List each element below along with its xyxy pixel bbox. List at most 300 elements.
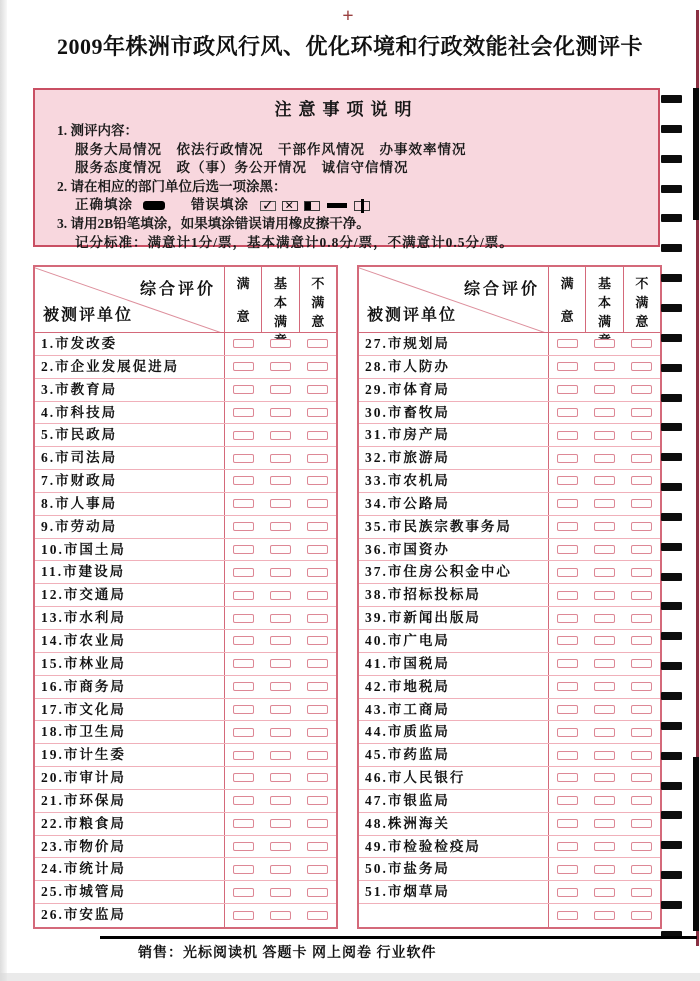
answer-bubble-satisfied[interactable] (557, 636, 578, 645)
timing-mark (661, 125, 682, 133)
unit-label: 14.市农业局 (35, 630, 225, 652)
answer-bubble-basically-satisfied[interactable] (594, 522, 615, 531)
unit-label: 38.市招标投标局 (359, 584, 549, 606)
header-col-unsatisfied (624, 267, 660, 332)
answer-bubble-unsatisfied[interactable] (631, 568, 652, 577)
bubble-cell (586, 447, 623, 469)
table-row (35, 881, 336, 904)
answer-bubble-satisfied[interactable] (557, 728, 578, 737)
answer-bubble-satisfied[interactable] (233, 476, 254, 485)
answer-bubble-satisfied[interactable] (233, 522, 254, 531)
bubble-cell (225, 333, 262, 355)
table-row (359, 356, 660, 379)
answer-bubble-basically-satisfied[interactable] (594, 362, 615, 371)
answer-bubble-basically-satisfied[interactable] (270, 819, 291, 828)
notice-item1-line2: 服务态度情况 政（事）务公开情况 诚信守信情况 (75, 160, 409, 175)
answer-bubble-unsatisfied[interactable] (307, 339, 328, 348)
bubble-cell (225, 904, 262, 927)
answer-bubble-satisfied[interactable] (233, 636, 254, 645)
answer-bubble-basically-satisfied[interactable] (270, 728, 291, 737)
answer-bubble-unsatisfied[interactable] (307, 796, 328, 805)
header-col-char: 基 (597, 276, 611, 291)
answer-bubble-basically-satisfied[interactable] (270, 888, 291, 897)
answer-bubble-unsatisfied[interactable] (631, 865, 652, 874)
answer-bubble-basically-satisfied[interactable] (270, 568, 291, 577)
answer-bubble-satisfied[interactable] (557, 842, 578, 851)
unit-label: 21.市环保局 (35, 790, 225, 812)
answer-bubble-basically-satisfied[interactable] (594, 796, 615, 805)
answer-bubble-unsatisfied[interactable] (307, 911, 328, 920)
answer-bubble-satisfied[interactable] (557, 545, 578, 554)
timing-mark (661, 513, 682, 521)
answer-bubble-basically-satisfied[interactable] (594, 659, 615, 668)
bubble-cell (225, 607, 262, 629)
bubble-cell (225, 744, 262, 766)
notice-title: 注意事项说明 (274, 100, 419, 119)
bubble-cell (549, 790, 586, 812)
answer-bubble-basically-satisfied[interactable] (594, 682, 615, 691)
table-header (359, 267, 660, 333)
answer-bubble-satisfied[interactable] (233, 568, 254, 577)
answer-bubble-satisfied[interactable] (557, 705, 578, 714)
unit-label: 37.市住房公积金中心 (359, 561, 549, 583)
answer-bubble-satisfied[interactable] (233, 911, 254, 920)
unit-label: 8.市人事局 (35, 493, 225, 515)
answer-bubble-basically-satisfied[interactable] (270, 911, 291, 920)
bubble-cell (299, 836, 336, 858)
bubble-cell (623, 561, 660, 583)
table-row (35, 767, 336, 790)
timing-mark (661, 394, 682, 402)
bubble-cell (549, 493, 586, 515)
answer-bubble-basically-satisfied[interactable] (594, 339, 615, 348)
answer-bubble-unsatisfied[interactable] (307, 614, 328, 623)
table-row (35, 721, 336, 744)
header-col-char: 满 (635, 295, 649, 310)
answer-bubble-basically-satisfied[interactable] (594, 545, 615, 554)
bubble-cell (225, 402, 262, 424)
answer-bubble-satisfied[interactable] (557, 888, 578, 897)
bubble-cell (586, 676, 623, 698)
table-row (35, 402, 336, 425)
answer-bubble-satisfied[interactable] (557, 659, 578, 668)
answer-bubble-basically-satisfied[interactable] (594, 568, 615, 577)
answer-bubble-satisfied[interactable] (557, 751, 578, 760)
header-col-satisfied (225, 267, 262, 332)
answer-bubble-basically-satisfied[interactable] (594, 751, 615, 760)
table-row (359, 539, 660, 562)
answer-bubble-unsatisfied[interactable] (307, 408, 328, 417)
answer-bubble-basically-satisfied[interactable] (270, 545, 291, 554)
header-col-char: 满 (597, 314, 611, 329)
answer-bubble-unsatisfied[interactable] (631, 819, 652, 828)
answer-bubble-basically-satisfied[interactable] (270, 659, 291, 668)
bubble-cell (623, 858, 660, 880)
answer-bubble-unsatisfied[interactable] (631, 362, 652, 371)
timing-mark (661, 185, 682, 193)
answer-bubble-unsatisfied[interactable] (307, 888, 328, 897)
table-row (359, 424, 660, 447)
answer-bubble-satisfied[interactable] (233, 385, 254, 394)
bubble-cell (299, 653, 336, 675)
timing-mark (661, 95, 682, 103)
bubble-cell (586, 836, 623, 858)
answer-bubble-satisfied[interactable] (233, 819, 254, 828)
unit-label: 11.市建设局 (35, 561, 225, 583)
header-col-char: 满 (273, 314, 287, 329)
answer-bubble-satisfied[interactable] (233, 888, 254, 897)
unit-label (359, 904, 549, 927)
answer-bubble-basically-satisfied[interactable] (270, 773, 291, 782)
answer-bubble-unsatisfied[interactable] (631, 842, 652, 851)
answer-bubble-unsatisfied[interactable] (631, 408, 652, 417)
bubble-cell (225, 424, 262, 446)
answer-bubble-satisfied[interactable] (233, 408, 254, 417)
answer-bubble-unsatisfied[interactable] (307, 705, 328, 714)
bubble-cell (586, 790, 623, 812)
bubble-cell (549, 699, 586, 721)
unit-label: 4.市科技局 (35, 402, 225, 424)
answer-bubble-unsatisfied[interactable] (307, 591, 328, 600)
table-row (35, 561, 336, 584)
table-row (359, 333, 660, 356)
answer-bubble-unsatisfied[interactable] (631, 705, 652, 714)
bubble-cell (549, 470, 586, 492)
answer-bubble-satisfied[interactable] (557, 591, 578, 600)
answer-bubble-basically-satisfied[interactable] (594, 819, 615, 828)
bubble-cell (262, 744, 299, 766)
answer-bubble-satisfied[interactable] (557, 865, 578, 874)
answer-bubble-unsatisfied[interactable] (307, 568, 328, 577)
answer-bubble-unsatisfied[interactable] (631, 751, 652, 760)
answer-bubble-satisfied[interactable] (557, 431, 578, 440)
answer-bubble-satisfied[interactable] (233, 545, 254, 554)
bubble-cell (586, 584, 623, 606)
answer-bubble-basically-satisfied[interactable] (270, 842, 291, 851)
table-row (35, 836, 336, 859)
table-row (359, 516, 660, 539)
answer-bubble-basically-satisfied[interactable] (594, 454, 615, 463)
answer-bubble-satisfied[interactable] (557, 773, 578, 782)
bubble-cell (623, 493, 660, 515)
wrong-fill-example-marks (257, 201, 373, 211)
header-col-basically-satisfied (586, 267, 623, 332)
bubble-cell (586, 493, 623, 515)
answer-bubble-unsatisfied[interactable] (631, 385, 652, 394)
bubble-cell (586, 630, 623, 652)
bubble-cell (299, 539, 336, 561)
answer-bubble-satisfied[interactable] (557, 454, 578, 463)
bubble-cell (225, 836, 262, 858)
answer-bubble-unsatisfied[interactable] (307, 728, 328, 737)
bubble-cell (299, 767, 336, 789)
bubble-cell (262, 813, 299, 835)
answer-bubble-satisfied[interactable] (233, 339, 254, 348)
answer-bubble-unsatisfied[interactable] (307, 499, 328, 508)
bubble-cell (549, 379, 586, 401)
bubble-cell (262, 379, 299, 401)
bubble-cell (225, 539, 262, 561)
timing-mark (661, 871, 682, 879)
answer-bubble-satisfied[interactable] (233, 659, 254, 668)
answer-bubble-unsatisfied[interactable] (631, 728, 652, 737)
timing-mark (661, 244, 682, 252)
bubble-cell (299, 699, 336, 721)
answer-bubble-basically-satisfied[interactable] (270, 705, 291, 714)
table-row (359, 561, 660, 584)
answer-bubble-unsatisfied[interactable] (631, 911, 652, 920)
answer-bubble-satisfied[interactable] (233, 751, 254, 760)
answer-bubble-unsatisfied[interactable] (631, 454, 652, 463)
correct-fill-label: 正确填涂 (75, 197, 133, 213)
bubble-cell (299, 813, 336, 835)
bubble-cell (262, 699, 299, 721)
answer-bubble-basically-satisfied[interactable] (594, 865, 615, 874)
answer-bubble-unsatisfied[interactable] (631, 431, 652, 440)
answer-bubble-basically-satisfied[interactable] (594, 499, 615, 508)
bubble-cell (586, 721, 623, 743)
answer-bubble-basically-satisfied[interactable] (594, 728, 615, 737)
answer-bubble-unsatisfied[interactable] (631, 591, 652, 600)
wrong-fill-mark-cross (282, 201, 298, 211)
answer-bubble-satisfied[interactable] (233, 865, 254, 874)
bubble-cell (262, 356, 299, 378)
answer-bubble-basically-satisfied[interactable] (270, 614, 291, 623)
answer-bubble-unsatisfied[interactable] (631, 499, 652, 508)
unit-label: 13.市水利局 (35, 607, 225, 629)
header-col-char: 本 (273, 295, 287, 310)
answer-bubble-basically-satisfied[interactable] (270, 408, 291, 417)
timing-mark (661, 602, 682, 610)
unit-label: 19.市计生委 (35, 744, 225, 766)
answer-bubble-basically-satisfied[interactable] (270, 865, 291, 874)
header-col-char: 意 (236, 309, 250, 324)
bubble-cell (586, 402, 623, 424)
bubble-cell (299, 904, 336, 927)
bubble-cell (262, 790, 299, 812)
bubble-cell (262, 539, 299, 561)
answer-bubble-satisfied[interactable] (233, 705, 254, 714)
answer-bubble-satisfied[interactable] (557, 796, 578, 805)
answer-bubble-basically-satisfied[interactable] (270, 751, 291, 760)
bubble-cell (225, 881, 262, 903)
bubble-cell (549, 516, 586, 538)
answer-bubble-basically-satisfied[interactable] (594, 476, 615, 485)
answer-bubble-satisfied[interactable] (233, 499, 254, 508)
answer-bubble-satisfied[interactable] (557, 614, 578, 623)
unit-label: 1.市发改委 (35, 333, 225, 355)
answer-bubble-unsatisfied[interactable] (307, 773, 328, 782)
answer-bubble-basically-satisfied[interactable] (594, 614, 615, 623)
answer-bubble-basically-satisfied[interactable] (270, 591, 291, 600)
answer-bubble-satisfied[interactable] (233, 842, 254, 851)
answer-bubble-satisfied[interactable] (557, 568, 578, 577)
answer-bubble-satisfied[interactable] (233, 591, 254, 600)
bubble-cell (262, 493, 299, 515)
answer-bubble-unsatisfied[interactable] (631, 339, 652, 348)
bubble-cell (623, 904, 660, 927)
unit-label: 24.市统计局 (35, 858, 225, 880)
answer-bubble-unsatisfied[interactable] (631, 773, 652, 782)
timing-mark (661, 304, 682, 312)
answer-bubble-unsatisfied[interactable] (307, 636, 328, 645)
answer-bubble-satisfied[interactable] (233, 682, 254, 691)
bubble-cell (586, 813, 623, 835)
answer-bubble-basically-satisfied[interactable] (270, 682, 291, 691)
right-edge-black-bar-bottom (693, 757, 699, 931)
rating-table-right (357, 265, 662, 929)
answer-bubble-basically-satisfied[interactable] (270, 431, 291, 440)
bubble-cell (299, 493, 336, 515)
bubble-cell (549, 744, 586, 766)
answer-bubble-basically-satisfied[interactable] (270, 339, 291, 348)
timing-mark (661, 483, 682, 491)
timing-mark (661, 841, 682, 849)
bubble-cell (225, 653, 262, 675)
answer-bubble-basically-satisfied[interactable] (270, 522, 291, 531)
bubble-cell (299, 881, 336, 903)
bubble-cell (549, 653, 586, 675)
answer-bubble-satisfied[interactable] (557, 362, 578, 371)
unit-label: 45.市药监局 (359, 744, 549, 766)
answer-bubble-unsatisfied[interactable] (307, 842, 328, 851)
answer-bubble-satisfied[interactable] (557, 385, 578, 394)
bubble-cell (299, 584, 336, 606)
answer-bubble-basically-satisfied[interactable] (594, 888, 615, 897)
answer-bubble-basically-satisfied[interactable] (594, 408, 615, 417)
header-col-char: 不 (635, 276, 649, 291)
answer-bubble-satisfied[interactable] (557, 339, 578, 348)
answer-bubble-satisfied[interactable] (557, 522, 578, 531)
answer-bubble-unsatisfied[interactable] (307, 545, 328, 554)
answer-bubble-basically-satisfied[interactable] (594, 385, 615, 394)
answer-bubble-basically-satisfied[interactable] (270, 636, 291, 645)
header-corner-cell (35, 267, 225, 332)
answer-bubble-unsatisfied[interactable] (631, 682, 652, 691)
table-row (35, 790, 336, 813)
answer-bubble-basically-satisfied[interactable] (270, 499, 291, 508)
table-row (35, 813, 336, 836)
answer-bubble-satisfied[interactable] (557, 682, 578, 691)
answer-bubble-unsatisfied[interactable] (307, 659, 328, 668)
answer-bubble-unsatisfied[interactable] (307, 682, 328, 691)
page-title: 2009年株洲市政风行风、优化环境和行政效能社会化测评卡 (56, 34, 643, 59)
bubble-cell (299, 790, 336, 812)
table-row (359, 904, 660, 927)
bubble-cell (299, 356, 336, 378)
answer-bubble-satisfied[interactable] (233, 431, 254, 440)
bubble-cell (299, 721, 336, 743)
answer-bubble-satisfied[interactable] (233, 796, 254, 805)
answer-bubble-unsatisfied[interactable] (307, 865, 328, 874)
answer-bubble-unsatisfied[interactable] (307, 522, 328, 531)
table-row (359, 653, 660, 676)
answer-bubble-unsatisfied[interactable] (307, 454, 328, 463)
bubble-cell (299, 607, 336, 629)
answer-bubble-unsatisfied[interactable] (307, 362, 328, 371)
answer-bubble-basically-satisfied[interactable] (594, 842, 615, 851)
answer-bubble-satisfied[interactable] (557, 476, 578, 485)
right-edge-black-bar-top (693, 88, 699, 220)
table-row (359, 584, 660, 607)
answer-bubble-unsatisfied[interactable] (631, 659, 652, 668)
bubble-cell (586, 699, 623, 721)
answer-bubble-satisfied[interactable] (233, 773, 254, 782)
bubble-cell (549, 881, 586, 903)
answer-bubble-satisfied[interactable] (557, 499, 578, 508)
table-row (359, 470, 660, 493)
bubble-cell (225, 493, 262, 515)
answer-bubble-basically-satisfied[interactable] (594, 431, 615, 440)
answer-bubble-basically-satisfied[interactable] (270, 385, 291, 394)
answer-bubble-unsatisfied[interactable] (307, 385, 328, 394)
table-row (35, 356, 336, 379)
bubble-cell (549, 356, 586, 378)
notice-item1-label: 1. 测评内容： (57, 123, 138, 138)
answer-bubble-unsatisfied[interactable] (631, 888, 652, 897)
bubble-cell (299, 561, 336, 583)
unit-label: 22.市粮食局 (35, 813, 225, 835)
answer-bubble-basically-satisfied[interactable] (270, 454, 291, 463)
bubble-cell (623, 447, 660, 469)
bubble-cell (623, 584, 660, 606)
answer-bubble-basically-satisfied[interactable] (594, 636, 615, 645)
bubble-cell (586, 379, 623, 401)
table-row (359, 402, 660, 425)
answer-bubble-unsatisfied[interactable] (631, 522, 652, 531)
answer-bubble-basically-satisfied[interactable] (270, 362, 291, 371)
answer-bubble-basically-satisfied[interactable] (270, 796, 291, 805)
table-row (35, 379, 336, 402)
answer-bubble-satisfied[interactable] (233, 728, 254, 737)
bubble-cell (623, 424, 660, 446)
answer-bubble-satisfied[interactable] (557, 911, 578, 920)
bubble-cell (586, 333, 623, 355)
answer-bubble-unsatisfied[interactable] (631, 476, 652, 485)
answer-bubble-basically-satisfied[interactable] (594, 911, 615, 920)
answer-bubble-unsatisfied[interactable] (307, 819, 328, 828)
bubble-cell (586, 881, 623, 903)
header-overall-evaluation-label: 综合评价 (139, 281, 216, 298)
header-col-char: 满 (311, 295, 325, 310)
table-row (35, 676, 336, 699)
answer-bubble-unsatisfied[interactable] (307, 476, 328, 485)
table-row (359, 493, 660, 516)
answer-bubble-basically-satisfied[interactable] (594, 705, 615, 714)
answer-bubble-satisfied[interactable] (233, 362, 254, 371)
answer-bubble-satisfied[interactable] (233, 454, 254, 463)
answer-bubble-unsatisfied[interactable] (631, 614, 652, 623)
bubble-cell (586, 356, 623, 378)
answer-bubble-basically-satisfied[interactable] (594, 591, 615, 600)
answer-bubble-satisfied[interactable] (233, 614, 254, 623)
bubble-cell (299, 470, 336, 492)
answer-bubble-satisfied[interactable] (557, 408, 578, 417)
bubble-cell (262, 836, 299, 858)
answer-bubble-unsatisfied[interactable] (307, 751, 328, 760)
bubble-cell (299, 379, 336, 401)
answer-bubble-satisfied[interactable] (557, 819, 578, 828)
bubble-cell (299, 630, 336, 652)
answer-bubble-unsatisfied[interactable] (307, 431, 328, 440)
answer-bubble-unsatisfied[interactable] (631, 796, 652, 805)
answer-bubble-unsatisfied[interactable] (631, 636, 652, 645)
unit-label: 39.市新闻出版局 (359, 607, 549, 629)
timing-mark (661, 423, 682, 431)
answer-bubble-unsatisfied[interactable] (631, 545, 652, 554)
answer-bubble-basically-satisfied[interactable] (594, 773, 615, 782)
answer-bubble-basically-satisfied[interactable] (270, 476, 291, 485)
